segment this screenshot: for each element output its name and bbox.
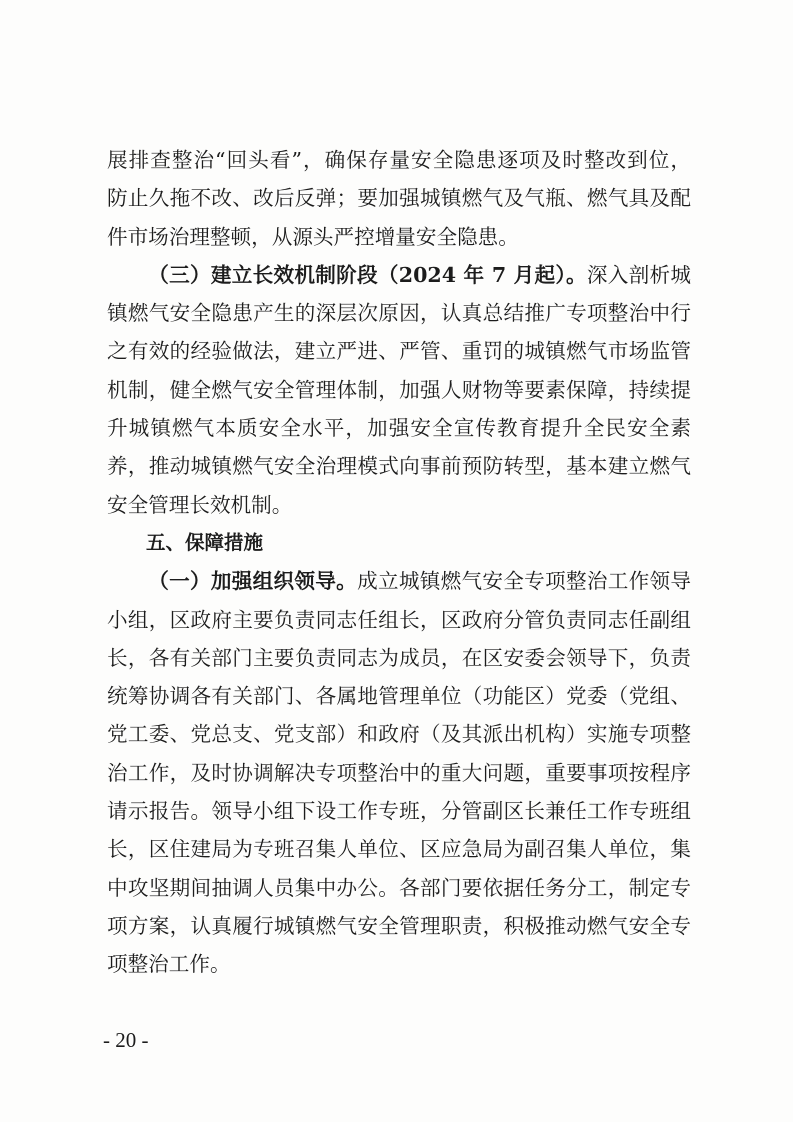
text-line: 防止久拖不改、改后反弹；要加强城镇燃气及气瓶、燃气具及配 [107, 186, 691, 211]
text-line: 项方案，认真履行城镇燃气安全管理职责，积极推动燃气安全专 [107, 913, 691, 938]
subsection-title: （三）建立长效机制阶段（2024 年 7 月起）。 [148, 262, 587, 287]
text-line: 中攻坚期间抽调人员集中办公。各部门要依据任务分工，制定专 [107, 875, 691, 900]
text-line: 统筹协调各有关部门、各属地管理单位（功能区）党委（党组、 [107, 684, 691, 709]
text-line: 请示报告。领导小组下设工作专班，分管副区长兼任工作专班组 [107, 799, 691, 824]
text-line: 党工委、党总支、党支部）和政府（及其派出机构）实施专项整 [107, 722, 691, 747]
text-line: 长，区住建局为专班召集人单位、区应急局为副召集人单位，集 [107, 837, 691, 862]
page-number: - 20 - [103, 1028, 149, 1052]
text-line: 安全管理长效机制。 [107, 492, 293, 517]
text-line: 升城镇燃气本质安全水平，加强安全宣传教育提升全民安全素 [107, 416, 691, 441]
text-line: 镇燃气安全隐患产生的深层次原因，认真总结推广专项整治中行 [107, 301, 691, 326]
text-line [107, 562, 691, 600]
text-line: 治工作，及时协调解决专项整治中的重大问题，重要事项按程序 [107, 760, 691, 785]
text-line: 件市场治理整顿，从源头严控增量安全隐患。 [107, 224, 519, 249]
text-line: 项整治工作。 [107, 952, 231, 977]
text-line [107, 256, 691, 294]
text-line: 小组，区政府主要负责同志任组长，区政府分管负责同志任副组 [107, 607, 691, 632]
text-line: 机制，健全燃气安全管理体制，加强人财物等要素保障，持续提 [107, 377, 691, 402]
subsection-title: （一）加强组织领导。 [148, 569, 358, 594]
text-line: 展排查整治“回头看”，确保存量安全隐患逐项及时整改到位， [107, 148, 691, 172]
text-line: 之有效的经验做法，建立严进、严管、重罚的城镇燃气市场监管 [107, 339, 691, 364]
text-line: 养，推动城镇燃气安全治理模式向事前预防转型，基本建立燃气 [107, 454, 691, 479]
document-body [107, 141, 691, 984]
section-heading: 五、保障措施 [146, 530, 264, 554]
text-span: 成立城镇燃气安全专项整治工作领导 [357, 569, 691, 594]
text-line: 长，各有关部门主要负责同志为成员，在区安委会领导下，负责 [107, 645, 691, 670]
text-span: 深入剖析城 [586, 262, 691, 287]
